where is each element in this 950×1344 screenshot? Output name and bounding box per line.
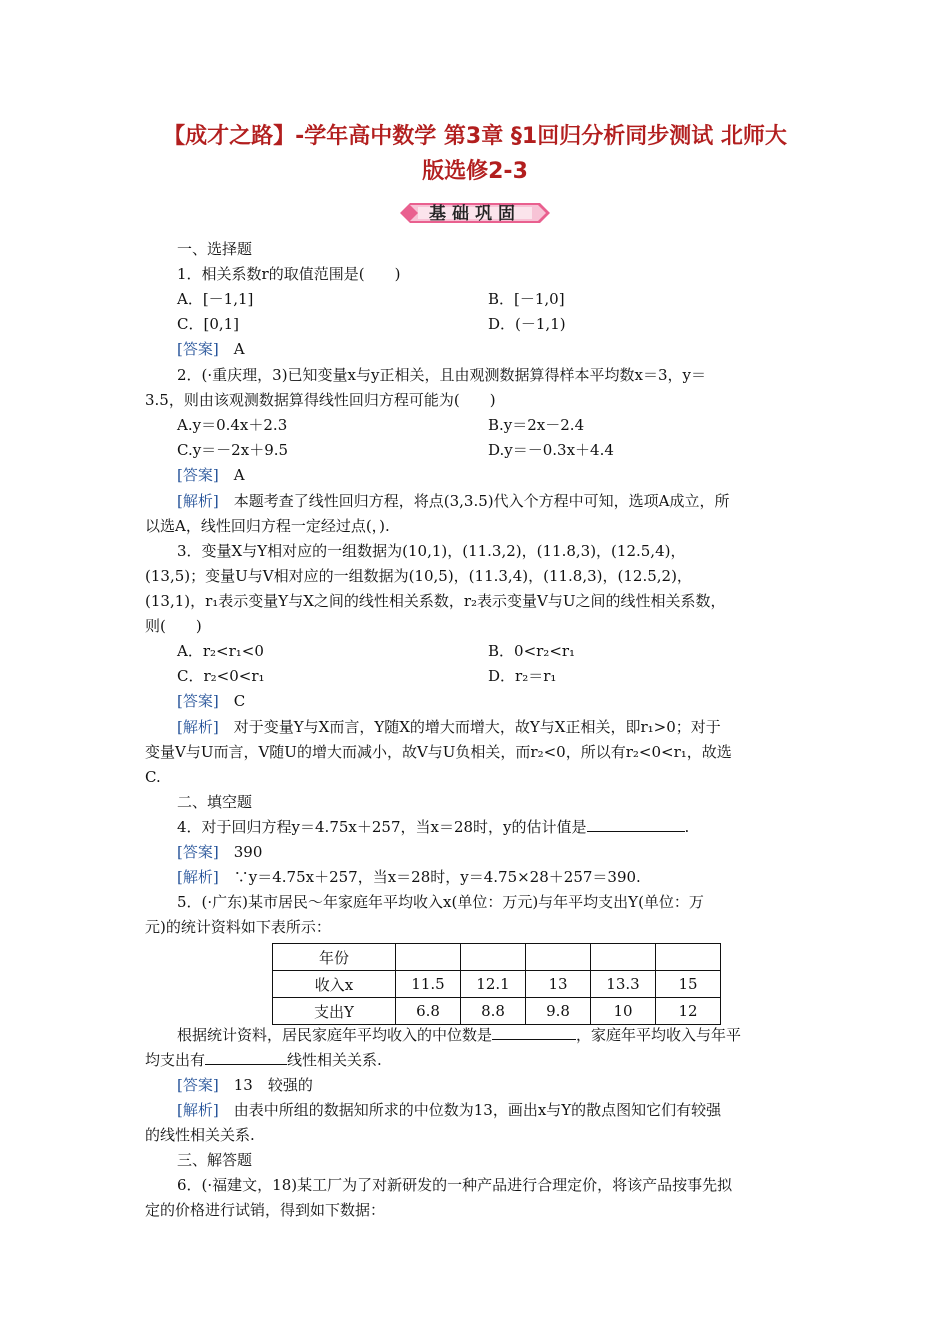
q4-text: 4．对于回归方程y＝4.75x＋257，当x＝28时，y的估计值是 — [177, 818, 587, 836]
section-heading-fill: 二、填空题 — [177, 793, 253, 811]
q3-analysis-line-2: 变量V与U而言，V随U的增大而减小，故V与U负相关，而r₂<0，所以有r₂<0<r₁，故选 — [145, 743, 732, 761]
q3-answer — [177, 690, 245, 712]
table-cell: 10 — [591, 998, 656, 1025]
q5-blank-1 — [492, 1025, 576, 1040]
answer-value: C — [233, 692, 246, 710]
table-cell — [526, 944, 591, 971]
analysis-text: ∵y＝4.75x＋257，当x＝28时，y＝4.75×28＋257＝390. — [233, 868, 641, 886]
table-cell — [396, 944, 461, 971]
table-row-label: 收入x — [273, 971, 396, 998]
table-row — [273, 998, 721, 1025]
question-3-line-3: (13,1)，r₁表示变量Y与X之间的线性相关系数，r₂表示变量V与U之间的线性相关系数， — [145, 592, 726, 610]
q5-answer — [177, 1074, 313, 1096]
table-cell: 6.8 — [396, 998, 461, 1025]
q5-text-d: 线性相关关系. — [287, 1051, 382, 1069]
q4-answer — [177, 841, 262, 863]
question-5-line-4 — [145, 1049, 382, 1071]
q5-analysis-line-2: 的线性相关关系. — [145, 1126, 255, 1144]
question-4 — [177, 816, 689, 838]
q1-option-c: C．[0,1] — [177, 315, 240, 333]
analysis-tag: [解析] — [177, 718, 219, 736]
q1-option-b: B．[－1,0] — [488, 290, 565, 308]
document-title-line-1: 【成才之路】-学年高中数学 第3章 §1回归分析同步测试 北师大 — [163, 124, 787, 149]
table-cell: 9.8 — [526, 998, 591, 1025]
q3-option-a: A．r₂<r₁<0 — [177, 642, 264, 660]
q3-analysis-line-1 — [177, 716, 721, 738]
analysis-text: 对于变量Y与X而言，Y随X的增大而增大，故Y与X正相关，即r₁>0；对于 — [233, 718, 721, 736]
q3-option-b: B．0<r₂<r₁ — [488, 642, 576, 660]
section-heading-choice: 一、选择题 — [177, 240, 253, 258]
question-3-line-2: (13,5)；变量U与V相对应的一组数据为(10,5)，(11.3,4)，(11.8,3)，(12.5,2)， — [145, 567, 692, 585]
question-5-line-3 — [177, 1024, 741, 1046]
q2-analysis-line-2: 以选A，线性回归方程一定经过点(，). — [145, 517, 390, 535]
table-cell: 12.1 — [461, 971, 526, 998]
analysis-tag: [解析] — [177, 492, 219, 510]
q5-analysis-line-1 — [177, 1099, 721, 1121]
q2-answer — [177, 464, 245, 486]
table-row — [273, 944, 721, 971]
table-cell — [591, 944, 656, 971]
table-header-year: 年份 — [273, 944, 396, 971]
answer-value: A — [233, 340, 245, 358]
q5-blank-2 — [205, 1050, 287, 1065]
table-row-label: 支出Y — [273, 998, 396, 1025]
table-cell: 8.8 — [461, 998, 526, 1025]
question-5-line-2: 元)的统计资料如下表所示： — [145, 918, 331, 936]
q3-option-c: C．r₂<0<r₁ — [177, 667, 265, 685]
table-row — [273, 971, 721, 998]
q5-text-c: 均支出有 — [145, 1051, 206, 1069]
question-1: 1．相关系数r的取值范围是( ) — [177, 265, 401, 283]
answer-tag: [答案] — [177, 692, 219, 710]
q2-option-c: C.y＝－2x＋9.5 — [177, 441, 289, 459]
answer-value: 390 — [233, 843, 263, 861]
answer-value: 13 较强的 — [233, 1076, 313, 1094]
q4-analysis — [177, 866, 641, 888]
table-cell — [461, 944, 526, 971]
table-cell — [656, 944, 721, 971]
answer-tag: [答案] — [177, 1076, 219, 1094]
answer-tag: [答案] — [177, 466, 219, 484]
q5-text-b: ，家庭年平均收入与年平 — [576, 1026, 742, 1044]
statistics-table — [272, 943, 721, 1025]
q1-option-a: A．[－1,1] — [177, 290, 254, 308]
document-title-line-2: 版选修2-3 — [422, 159, 528, 184]
question-6-line-1: 6．(·福建文，18)某工厂为了对新研发的一种产品进行合理定价，将该产品按事先拟 — [177, 1176, 733, 1194]
answer-tag: [答案] — [177, 340, 219, 358]
q2-analysis-line-1 — [177, 490, 729, 512]
analysis-tag: [解析] — [177, 868, 219, 886]
answer-value: A — [233, 466, 245, 484]
question-6-line-2: 定的价格进行试销，得到如下数据： — [145, 1201, 386, 1219]
q3-analysis-line-3: C. — [145, 768, 161, 786]
question-5-line-1: 5．(·广东)某市居民～年家庭年平均收入x(单位：万元)与年平均支出Y(单位：万 — [177, 893, 704, 911]
question-3-line-4: 则( ) — [145, 617, 202, 635]
table-cell: 13 — [526, 971, 591, 998]
question-2-line-2: 3.5，则由该观测数据算得线性回归方程可能为( ) — [145, 391, 496, 409]
q2-option-a: A.y＝0.4x＋2.3 — [177, 416, 288, 434]
q4-blank — [587, 817, 685, 832]
question-3-line-1: 3．变量X与Y相对应的一组数据为(10,1)，(11.3,2)，(11.8,3)，(12.5,4)， — [177, 542, 686, 560]
analysis-tag: [解析] — [177, 1101, 219, 1119]
q2-option-b: B.y＝2x－2.4 — [488, 416, 585, 434]
q5-text-a: 根据统计资料，居民家庭年平均收入的中位数是 — [177, 1026, 493, 1044]
q1-option-d: D．(－1,1) — [488, 315, 566, 333]
q3-option-d: D．r₂＝r₁ — [488, 667, 557, 685]
section-banner — [392, 197, 558, 229]
question-2-line-1: 2．(·重庆理，3)已知变量x与y正相关，且由观测数据算得样本平均数x＝3，y＝ — [177, 366, 706, 384]
table-cell: 15 — [656, 971, 721, 998]
section-heading-solve: 三、解答题 — [177, 1151, 253, 1169]
table-cell: 12 — [656, 998, 721, 1025]
table-cell: 11.5 — [396, 971, 461, 998]
analysis-text: 本题考查了线性回归方程，将点(3,3.5)代入个方程中可知，选项A成立，所 — [233, 492, 730, 510]
answer-tag: [答案] — [177, 843, 219, 861]
q4-period: . — [684, 818, 690, 836]
banner-text: 基础巩固 — [429, 204, 521, 224]
analysis-text: 由表中所组的数据知所求的中位数为13，画出x与Y的散点图知它们有较强 — [233, 1101, 722, 1119]
q1-answer — [177, 338, 245, 360]
table-cell: 13.3 — [591, 971, 656, 998]
q2-option-d: D.y＝－0.3x＋4.4 — [488, 441, 614, 459]
